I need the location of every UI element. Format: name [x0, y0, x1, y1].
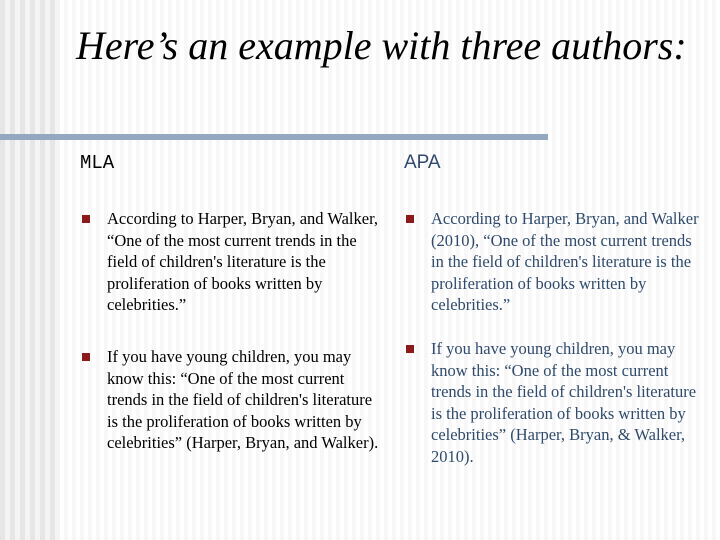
- list-item-text: If you have young children, you may know this: “One of the most current trends in the field of children's literature is the proliferation of books written by celebrities” (Harper, Bryan, and Walker).: [107, 346, 379, 453]
- list-item: [80, 346, 380, 454]
- apa-heading: APA: [404, 152, 441, 173]
- mla-heading: MLA: [80, 152, 115, 174]
- slide-title: Here’s an example with three authors:: [76, 23, 687, 68]
- apa-list: [404, 208, 704, 498]
- list-item-text: According to Harper, Bryan, and Walker, “One of the most current trends in the field of children's literature is the proliferation of books written by celebrities.”: [107, 209, 379, 315]
- decorative-stripes: [0, 0, 60, 540]
- square-bullet-icon: [82, 215, 90, 223]
- square-bullet-icon: [406, 345, 414, 353]
- list-item: [404, 338, 704, 468]
- list-item: [80, 208, 380, 316]
- mla-list: [80, 208, 380, 484]
- square-bullet-icon: [406, 215, 414, 223]
- list-item-text: According to Harper, Bryan, and Walker (2010), “One of the most current trends in the field of children's literature is the proliferation of books written by celebrities.”: [431, 209, 699, 315]
- square-bullet-icon: [82, 353, 90, 361]
- list-item-text: If you have young children, you may know this: “One of the most current trends in the field of children's literature is the proliferation of books written by celebrities” (Harper, Bryan, & Walker, 2010).: [431, 338, 697, 466]
- title-divider: [0, 134, 548, 140]
- list-item: [404, 208, 704, 316]
